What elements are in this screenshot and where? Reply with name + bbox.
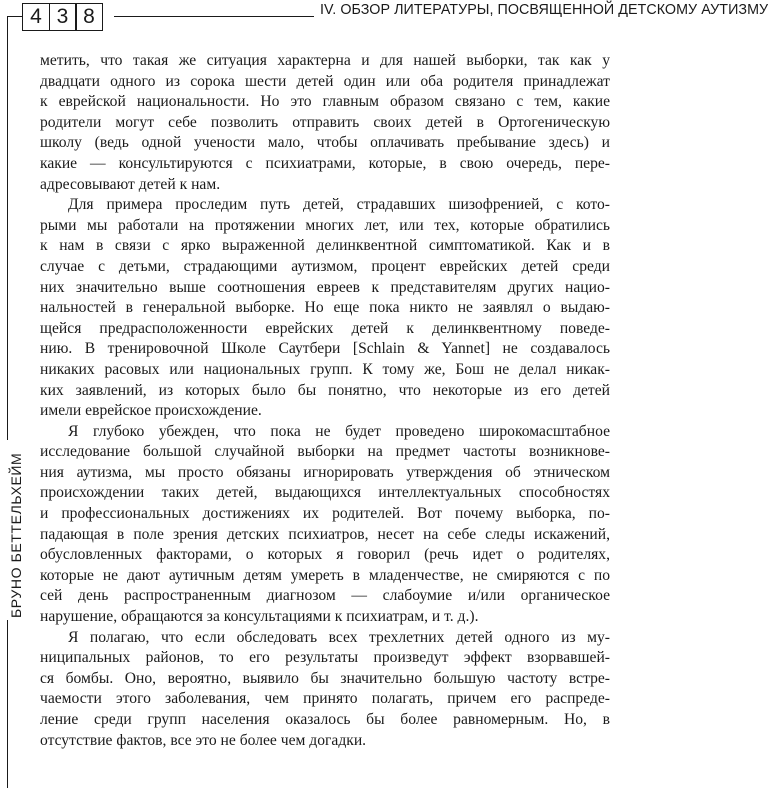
- text-line: Я полагаю, что если обследовать всех трехлетних детей одного из му-: [68, 628, 610, 646]
- text-line: ниципальных районов, то его результаты произведут эффект взорвавшей-: [40, 649, 610, 667]
- text-line: рыми мы работали на протяжении многих лет, или тех, которые обратились: [40, 216, 610, 234]
- header-rule-left: [8, 16, 22, 17]
- page-header: [0, 0, 768, 44]
- text-line: метить, что такая же ситуация характерна и для нашей выборки, так как у: [40, 52, 610, 69]
- side-rule: [7, 16, 8, 788]
- text-line: исследование большой случайной выборки на предмет частоты возникнове-: [40, 443, 610, 461]
- page-body: [40, 51, 610, 751]
- text-line: случае с детьми, страдающими аутизмом, процент еврейских детей среди: [40, 257, 610, 275]
- text-line: никаких расовых или национальных групп. К тому же, Бош не делал никак-: [40, 360, 610, 378]
- text-line: двадцати одного из сорока шести детей один или оба родителя принадлежат: [40, 72, 610, 90]
- page-number-digit: 8: [75, 3, 103, 31]
- page-number-digit: 4: [22, 3, 50, 31]
- text-line: и профессиональных достижениях их родителей. Вот почему выборка, по-: [40, 505, 610, 523]
- text-line: происхождении таких детей, выдающихся интеллектуальных способностях: [40, 484, 610, 502]
- text-line: ния аутизма, мы просто обязаны игнорировать утверждения об этническом: [40, 463, 610, 481]
- text-line: падающая в поле зрения детских психиатров, несет на себе следы искажений,: [40, 525, 610, 543]
- running-head: IV. ОБЗОР ЛИТЕРАТУРЫ, ПОСВЯЩЕННОЙ ДЕТСКОМУ АУТИЗМУ: [320, 2, 768, 18]
- text-line: нарушение, обращаются за консультациями к психиатрам, и т. д.).: [40, 608, 479, 626]
- text-line: чаемости этого заболевания, чем принято полагать, причем его распреде-: [40, 690, 610, 708]
- text-line: родители могут себе позволить отправить своих детей в Ортогеническую: [40, 113, 610, 131]
- text-line: ких заявлений, из которых было бы понятно, что некоторые из его детей: [40, 381, 610, 399]
- text-line: к нам в связи с ярко выраженной делинквентной симптоматикой. Как и в: [40, 237, 610, 255]
- text-line: которые не дают аутичным детям умереть в младенчестве, не смиряются с по: [40, 566, 610, 584]
- text-line: них значительно выше соотношения евреев к представителям других нацио-: [40, 278, 610, 296]
- text-line: щейся предрасположенности еврейских детей к делинквентному поведе-: [40, 319, 610, 337]
- text-line: обусловленных факторами, о которых я говорил (речь идет о родителях,: [40, 546, 610, 564]
- page-number: [22, 3, 114, 31]
- text-line: адресовывают детей к нам.: [40, 175, 221, 193]
- header-rule: [114, 16, 314, 17]
- text-line: нальностей в генеральной выборке. Но еще пока никто не заявлял о выдаю-: [40, 299, 610, 317]
- text-line: сей день распространенным диагнозом — слабоумие и/или органическое: [40, 587, 610, 605]
- text-line: Для примера проследим путь детей, страдавших шизофренией, с кото-: [68, 196, 610, 214]
- text-line: ся бомбы. Оно, вероятно, выявило бы значительно большую частоту встре-: [40, 669, 610, 687]
- text-line: имели еврейское происхождение.: [40, 402, 262, 420]
- text-line: школу (ведь одной учености мало, чтобы оплачивать пребывание здесь) и: [40, 134, 610, 152]
- page-number-digit: 3: [49, 3, 77, 31]
- text-line: нию. В тренировочной Школе Саутбери [Schlain & Yannet] не создавалось: [40, 340, 610, 358]
- text-line: ление среди групп населения оказалось бы более равномерным. Но, в: [40, 711, 610, 728]
- text-line: отсутствие фактов, все это не более чем догадки.: [40, 731, 367, 749]
- text-line: Я глубоко убежден, что пока не будет проведено широкомасштабное: [68, 422, 610, 440]
- text-line: какие — консультируются с психиатрами, которые, в свою очередь, пере-: [40, 154, 610, 172]
- side-author-name: БРУНО БЕТТЕЛЬХЕЙМ: [8, 452, 24, 618]
- text-line: к еврейской национальности. Но это главным образом связано с тем, какие: [40, 93, 610, 111]
